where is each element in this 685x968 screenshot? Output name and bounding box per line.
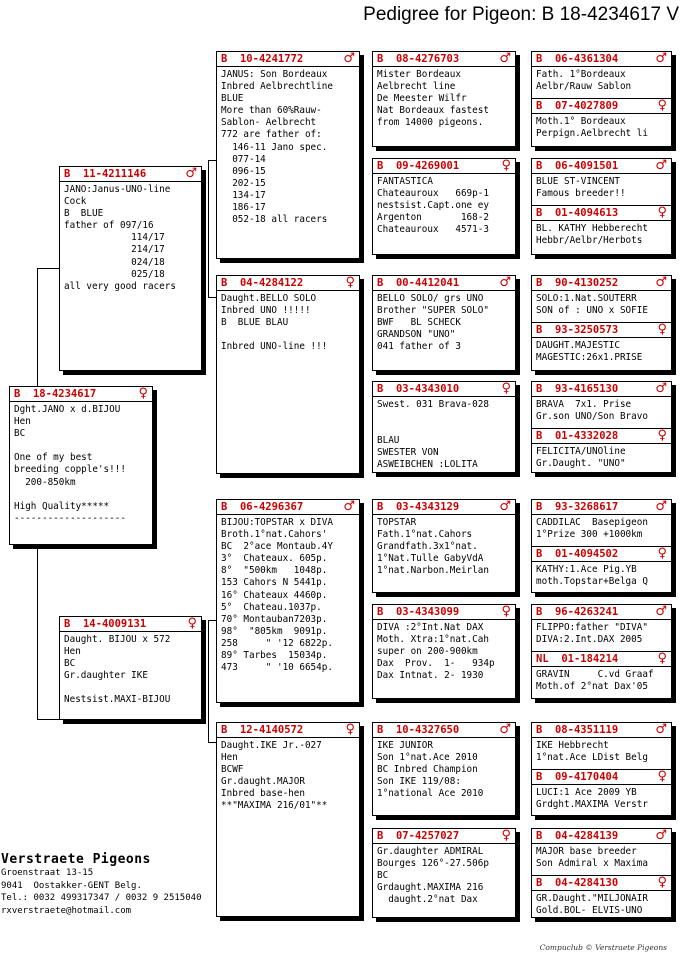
ring-number: 14-4009131: [82, 618, 147, 630]
ring-number: 03-4343010: [395, 383, 460, 395]
ring-number: 90-4130252: [554, 277, 619, 289]
pedigree-card-sss: [372, 51, 516, 147]
country-code: B: [221, 724, 228, 736]
country-code: B: [536, 100, 543, 112]
country-code: B: [377, 160, 384, 172]
female-icon: ♀: [657, 769, 667, 784]
bird-notes: BLUE ST-VINCENT Famous breeder!!: [536, 176, 626, 200]
ring-number: 12-4140572: [239, 724, 304, 736]
bird-notes: FELICITA/UNOline Gr.Daught. "UNO": [536, 446, 626, 470]
ring-number: 04-4284139: [554, 830, 619, 842]
breeder-name: Verstraete Pigeons: [1, 852, 151, 867]
pedigree-card-sdd: [372, 381, 516, 473]
ring-number: 06-4296367: [239, 501, 304, 513]
country-code: B: [536, 53, 543, 65]
female-icon: ♀: [501, 158, 511, 173]
ring-number: 08-4276703: [395, 53, 460, 65]
pedigree-pair-box: [531, 158, 672, 255]
bird-notes: TOPSTAR Fath.1°nat.Cahors Grandfath.3x1°nat. 1°Nat.Tulle GabyVdA 1°nat.Narbon.Meirlan: [377, 517, 489, 577]
country-code: B: [14, 388, 21, 400]
connector-line: [208, 620, 216, 621]
breeder-email[interactable]: rxverstraete@hotmail.com: [1, 905, 132, 916]
female-icon: ♀: [138, 386, 148, 401]
male-icon: ♂: [655, 158, 667, 173]
male-icon: ♂: [499, 499, 511, 514]
country-code: B: [377, 277, 384, 289]
bird-notes: BIJOU:TOPSTAR x DIVA Broth.1°nat.Cahors' BC 2°ace Montaub.4Y 3° Chateaux. 605p. 8° "500km 1048p. 153 Cahors N 5441p. 16° Chateaux 4460p. 5° Chateau.1037p. 70° Montauban7203p. 98° "805km 9091p. 258 " '12 6822p. 89° Tarbes 15034p. 473 " '10 6654p.: [221, 517, 333, 674]
ring-number: 10-4327650: [395, 724, 460, 736]
pedigree-card-ddd: [372, 828, 516, 918]
ring-number: 10-4241772: [239, 53, 304, 65]
pedigree-card-ssd: [372, 158, 516, 255]
male-icon: ♂: [343, 499, 355, 514]
country-code: B: [536, 724, 543, 736]
ring-number: 07-4257027: [395, 830, 460, 842]
ring-number: 01-4094502: [554, 548, 619, 560]
male-icon: ♂: [499, 275, 511, 290]
bird-notes: IKE JUNIOR Son 1°nat.Ace 2010 BC Inbred Champion Son IKE 119/08: 1°national Ace 2010: [377, 740, 484, 800]
ring-number: 96-4263241: [554, 606, 619, 618]
bird-notes: CADDILAC Basepigeon 1°Prize 300 +1000km: [536, 517, 648, 541]
ring-number: 07-4027809: [554, 100, 619, 112]
pedigree-pair-box: [531, 722, 672, 816]
pedigree-card-dam: [59, 616, 202, 720]
pedigree-pair-box: [531, 604, 672, 699]
ring-number: 18-4234617: [32, 388, 97, 400]
ring-number: 09-4269001: [395, 160, 460, 172]
country-code: B: [221, 277, 228, 289]
ring-number: 09-4170404: [554, 771, 619, 783]
connector-line: [37, 268, 38, 388]
bird-notes: Daught. BIJOU x 572 Hen BC Gr.daughter IKE Nestsist.MAXI-BIJOU: [64, 634, 171, 706]
page-title: Pedigree for Pigeon: B 18-4234617 V: [363, 4, 679, 25]
female-icon: ♀: [501, 381, 511, 396]
country-code: B: [377, 501, 384, 513]
female-icon: ♀: [657, 205, 667, 220]
country-code: B: [536, 771, 543, 783]
country-code: B: [536, 548, 543, 560]
female-icon: ♀: [187, 616, 197, 631]
bird-notes: IKE Hebbrecht 1°nat.Ace LDist Belg: [536, 740, 648, 764]
connector-line: [208, 742, 216, 743]
female-icon: ♀: [657, 322, 667, 337]
bird-notes: BELLO SOLO/ grs UNO Brother "SUPER SOLO" BWF BL SCHECK GRANDSON "UNO" 041 father of 3: [377, 293, 489, 353]
country-code: B: [377, 830, 384, 842]
bird-notes: Gr.daughter ADMIRAL Bourges 126°-27.506p BC Grdaught.MAXIMA 216 daught.2°nat Dax: [377, 846, 489, 906]
male-icon: ♂: [655, 51, 667, 66]
country-code: B: [536, 501, 543, 513]
pedigree-pair-box: [531, 51, 672, 147]
pedigree-card-sire: [59, 166, 202, 371]
country-code: B: [536, 277, 543, 289]
bird-notes: Daught.IKE Jr.-027 Hen BCWF Gr.daught.MAJOR Inbred base-hen **"MAXIMA 216/01"**: [221, 740, 328, 812]
ring-number: 03-4343129: [395, 501, 460, 513]
ring-number: 06-4361304: [554, 53, 619, 65]
ring-number: 93-3250573: [554, 324, 619, 336]
female-icon: ♀: [657, 875, 667, 890]
bird-notes: Daught.BELLO SOLO Inbred UNO !!!!! B BLUE BLAU Inbred UNO-line !!!: [221, 293, 328, 353]
pedigree-pair-box: [531, 381, 672, 473]
connector-line: [37, 268, 61, 269]
female-icon: ♀: [657, 98, 667, 113]
country-code: B: [64, 618, 71, 630]
pedigree-card-subject: [9, 386, 153, 545]
country-code: B: [536, 160, 543, 172]
pedigree-pair-box: [531, 275, 672, 371]
bird-notes: BL. KATHY Hebberecht Hebbr/Aelbr/Herbots: [536, 223, 648, 247]
pedigree-card-ds: [216, 499, 360, 703]
country-code: B: [536, 383, 543, 395]
ring-number: 01-4094613: [554, 207, 619, 219]
bird-notes: Dght.JANO x d.BIJOU Hen BC One of my best breeding copple's!!! 200-850km High Quality***** --------------------: [14, 404, 126, 524]
bird-notes: FLIPPO:father "DIVA" DIVA:2.Int.DAX 2005: [536, 622, 648, 646]
connector-line: [208, 160, 216, 161]
bird-notes: Moth.1° Bordeaux Perpign.Aelbrecht li: [536, 116, 648, 140]
female-icon: ♀: [501, 828, 511, 843]
pedigree-card-dsd: [372, 604, 516, 699]
bird-notes: BRAVA 7x1. Prise Gr.son UNO/Son Bravo: [536, 399, 648, 423]
connector-line: [37, 544, 38, 719]
ring-number: 01-184214: [561, 653, 619, 665]
male-icon: ♂: [655, 828, 667, 843]
country-code: B: [377, 724, 384, 736]
female-icon: ♀: [657, 428, 667, 443]
bird-notes: KATHY:1.Ace Pig.YB moth.Topstar+Belga Q: [536, 564, 648, 588]
pedigree-card-ss: [216, 51, 360, 259]
breeder-phone: Tel.: 0032 499317347 / 0032 9 2515040: [1, 893, 202, 904]
pedigree-pair-box: [531, 499, 672, 593]
ring-number: 00-4412041: [395, 277, 460, 289]
female-icon: ♀: [657, 546, 667, 561]
female-icon: ♀: [657, 651, 667, 666]
male-icon: ♂: [655, 499, 667, 514]
ring-number: 01-4332028: [554, 430, 619, 442]
country-code: B: [221, 53, 228, 65]
male-icon: ♂: [343, 51, 355, 66]
bird-notes: DIVA :2°Int.Nat DAX Moth. Xtra:1°nat.Cah super on 200-900km Dax Prov. 1- 934p Dax Intnat. 2- 1930: [377, 622, 495, 682]
bird-notes: LUCI:1 Ace 2009 YB Grdght.MAXIMA Verstr: [536, 787, 648, 811]
country-code: B: [536, 606, 543, 618]
bird-notes: Swest. 031 Brava-028 BLAU SWESTER VON ASWEIBCHEN :LOLITA: [377, 399, 489, 471]
ring-number: 03-4343099: [395, 606, 460, 618]
bird-notes: DAUGHT.MAJESTIC MAGESTIC:26x1.PRISE: [536, 340, 643, 364]
pedigree-card-sds: [372, 275, 516, 371]
country-code: B: [536, 877, 543, 889]
male-icon: ♂: [655, 275, 667, 290]
bird-notes: MAJOR base breeder Son Admiral x Maxima: [536, 846, 648, 870]
pedigree-card-sd: [216, 275, 360, 474]
bird-notes: SOLO:1.Nat.SOUTERR SON of : UNO x SOFIE: [536, 293, 648, 317]
country-code: B: [536, 430, 543, 442]
bird-notes: GR.Daught."MILJONAIR Gold.BOL- ELVIS-UNO: [536, 893, 648, 917]
male-icon: ♂: [655, 604, 667, 619]
country-code: B: [377, 383, 384, 395]
breeder-info: [1, 852, 201, 917]
male-icon: ♂: [655, 722, 667, 737]
female-icon: ♀: [501, 604, 511, 619]
ring-number: 11-4211146: [82, 168, 147, 180]
ring-number: 04-4284122: [239, 277, 304, 289]
pedigree-card-dd: [216, 722, 360, 917]
male-icon: ♂: [185, 166, 197, 181]
ring-number: 08-4351119: [554, 724, 619, 736]
bird-notes: JANO:Janus-UNO-line Cock B BLUE father of 097/16 114/17 214/17 024/18 025/18 all very good racers: [64, 184, 176, 292]
country-code: B: [536, 207, 543, 219]
footer-credit: Compuclub © Verstraete Pigeons: [539, 943, 667, 952]
pedigree-pair-box: [531, 828, 672, 918]
ring-number: 93-4165130: [554, 383, 619, 395]
country-code: NL: [536, 653, 549, 665]
female-icon: ♀: [345, 275, 355, 290]
country-code: B: [536, 324, 543, 336]
country-code: B: [64, 168, 71, 180]
connector-line: [208, 297, 216, 298]
male-icon: ♂: [499, 51, 511, 66]
pedigree-card-dss: [372, 499, 516, 593]
male-icon: ♂: [499, 722, 511, 737]
country-code: B: [221, 501, 228, 513]
ring-number: 93-3268617: [554, 501, 619, 513]
breeder-address: Groenstraat 13-15: [1, 868, 94, 878]
ring-number: 06-4091501: [554, 160, 619, 172]
pedigree-card-dds: [372, 722, 516, 816]
country-code: B: [536, 830, 543, 842]
bird-notes: JANUS: Son Bordeaux Inbred Aelbrechtline BLUE More than 60%Rauw- Sablon- Aelbrecht 772 are father of: 146-11 Jano spec. 077-14 096-15 202-15 134-17 186-17 052-18 all racers: [221, 69, 333, 226]
breeder-city: 9041 Oostakker-GENT Belg.: [1, 880, 142, 891]
bird-notes: FANTASTICA Chateauroux 669p-1 nestsist.Capt.one ey Argenton 168-2 Chateauroux 4571-3: [377, 176, 489, 236]
country-code: B: [377, 606, 384, 618]
bird-notes: GRAVIN C.vd Graaf Moth.of 2°nat Dax'05: [536, 669, 654, 693]
female-icon: ♀: [345, 722, 355, 737]
connector-line: [208, 160, 209, 297]
bird-notes: Fath. 1°Bordeaux Aelbr/Rauw Sablon: [536, 69, 632, 93]
bird-notes: Mister Bordeaux Aelbrecht line De Meester Wilfr Nat Bordeaux fastest from 14000 pigeons.: [377, 69, 489, 129]
connector-line: [37, 719, 61, 720]
ring-number: 04-4284130: [554, 877, 619, 889]
connector-line: [208, 620, 209, 742]
male-icon: ♂: [655, 381, 667, 396]
country-code: B: [377, 53, 384, 65]
